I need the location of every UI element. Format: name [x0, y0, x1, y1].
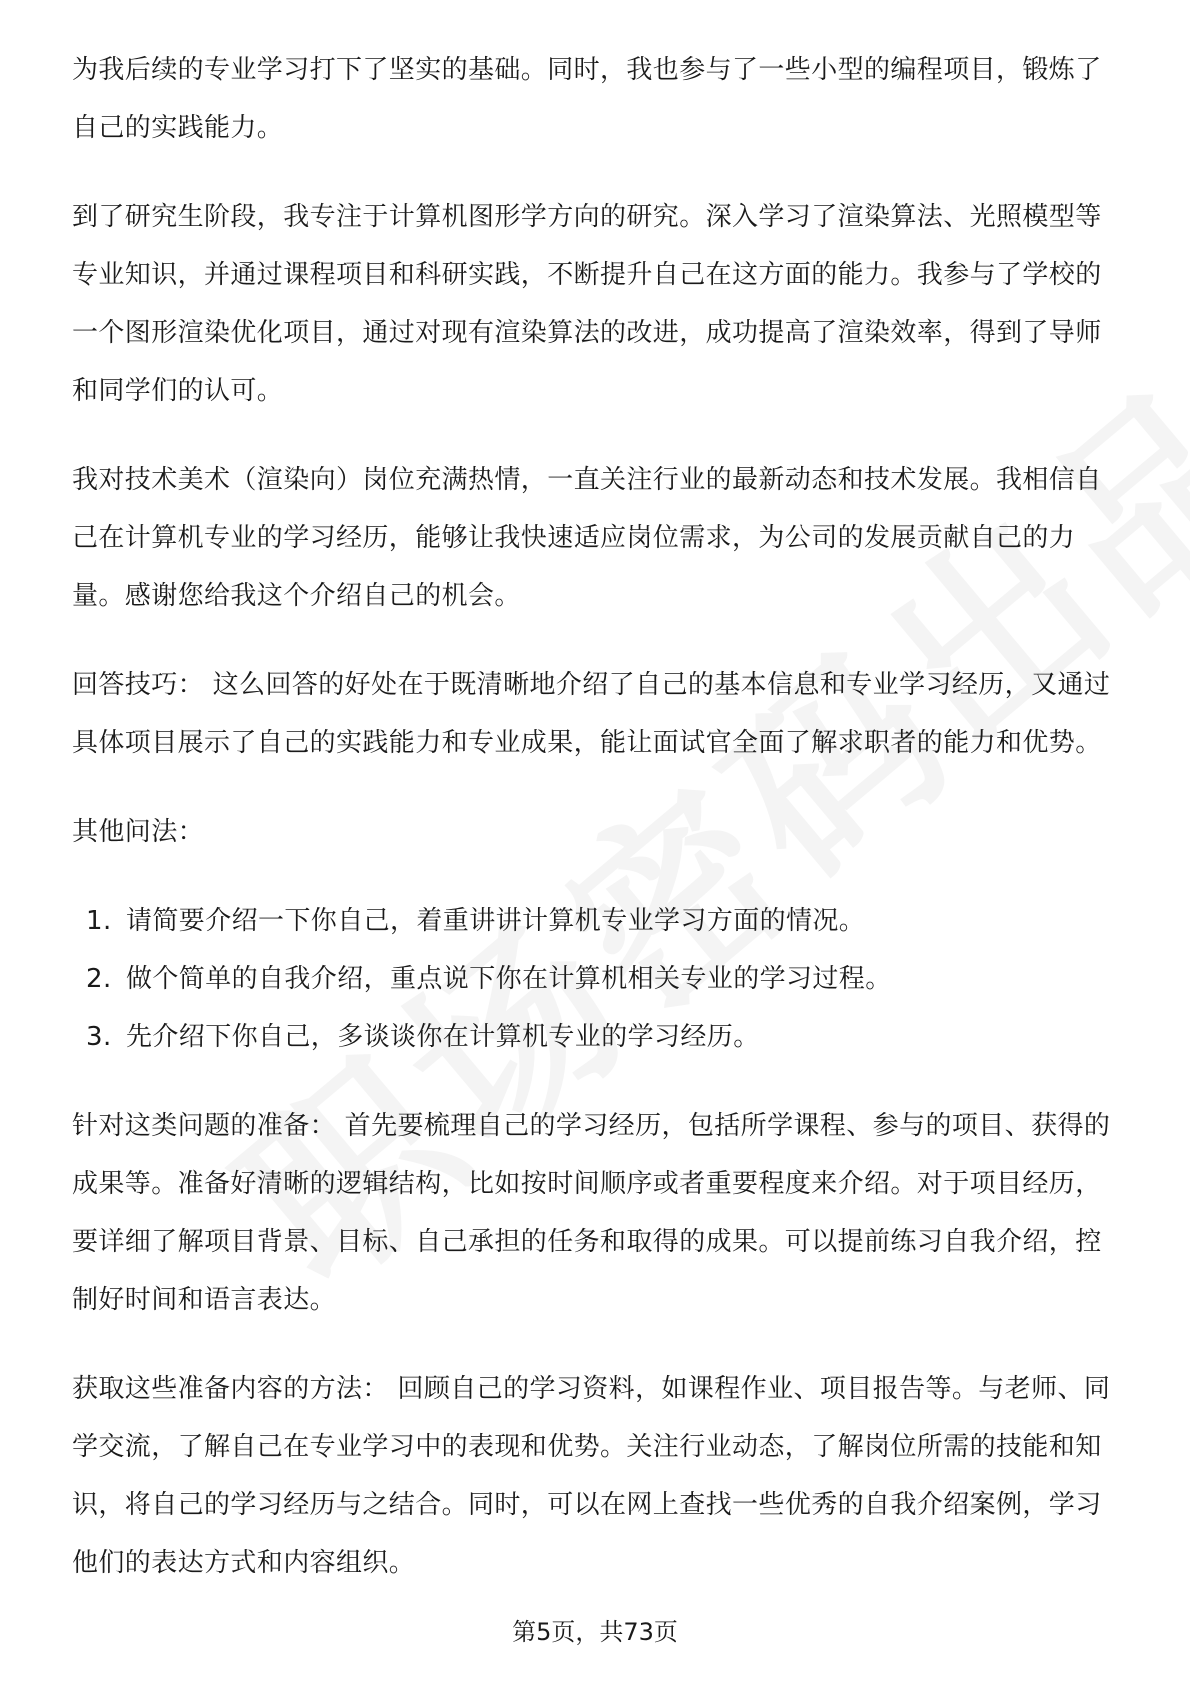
list-item-number: 2.	[86, 964, 112, 994]
list-item-number: 3.	[86, 1022, 112, 1052]
list-item	[72, 892, 1118, 950]
paragraph-continuation: 为我后续的专业学习打下了坚实的基础。同时，我也参与了一些小型的编程项目，锻炼了自己的实践能力。	[72, 55, 1102, 143]
list-item-text: 做个简单的自我介绍，重点说下你在计算机相关专业的学习过程。	[126, 964, 892, 994]
page-footer	[0, 1612, 1190, 1652]
list-item	[72, 1008, 1118, 1066]
paragraph-preparation-methods: 获取这些准备内容的方法： 回顾自己的学习资料，如课程作业、项目报告等。与老师、同学交流，了解自己在专业学习中的表现和优势。关注行业动态，了解岗位所需的技能和知识，将自己的学习经历与之结合。同时，可以在网上查找一些优秀的自我介绍案例，学习他们的表达方式和内容组织。	[72, 1374, 1111, 1578]
list-item-text: 先介绍下你自己，多谈谈你在计算机专业的学习经历。	[126, 1022, 760, 1052]
other-questions-list	[72, 892, 1118, 1066]
paragraph-graduate-study: 到了研究生阶段，我专注于计算机图形学方向的研究。深入学习了渲染算法、光照模型等专业知识，并通过课程项目和科研实践，不断提升自己在这方面的能力。我参与了学校的一个图形渲染优化项目，通过对现有渲染算法的改进，成功提高了渲染效率，得到了导师和同学们的认可。	[72, 202, 1102, 406]
list-item-number: 1.	[86, 906, 112, 936]
paragraph-preparation: 针对这类问题的准备： 首先要梳理自己的学习经历，包括所学课程、参与的项目、获得的成果等。准备好清晰的逻辑结构，比如按时间顺序或者重要程度来介绍。对于项目经历，要详细了解项目背景、目标、自己承担的任务和取得的成果。可以提前练习自我介绍，控制好时间和语言表达。	[72, 1111, 1111, 1315]
list-item-text: 请简要介绍一下你自己，着重讲讲计算机专业学习方面的情况。	[126, 906, 866, 936]
other-questions-heading: 其他问法：	[72, 817, 205, 847]
page-indicator: 第5页，共73页	[512, 1618, 678, 1646]
list-item	[72, 950, 1118, 1008]
page-content	[72, 41, 1118, 1592]
paragraph-answer-tips: 回答技巧： 这么回答的好处在于既清晰地介绍了自己的基本信息和专业学习经历，又通过具体项目展示了自己的实践能力和专业成果，能让面试官全面了解求职者的能力和优势。	[72, 670, 1111, 758]
paragraph-job-passion: 我对技术美术（渲染向）岗位充满热情，一直关注行业的最新动态和技术发展。我相信自己在计算机专业的学习经历，能够让我快速适应岗位需求，为公司的发展贡献自己的力量。感谢您给我这个介绍自己的机会。	[72, 465, 1102, 611]
